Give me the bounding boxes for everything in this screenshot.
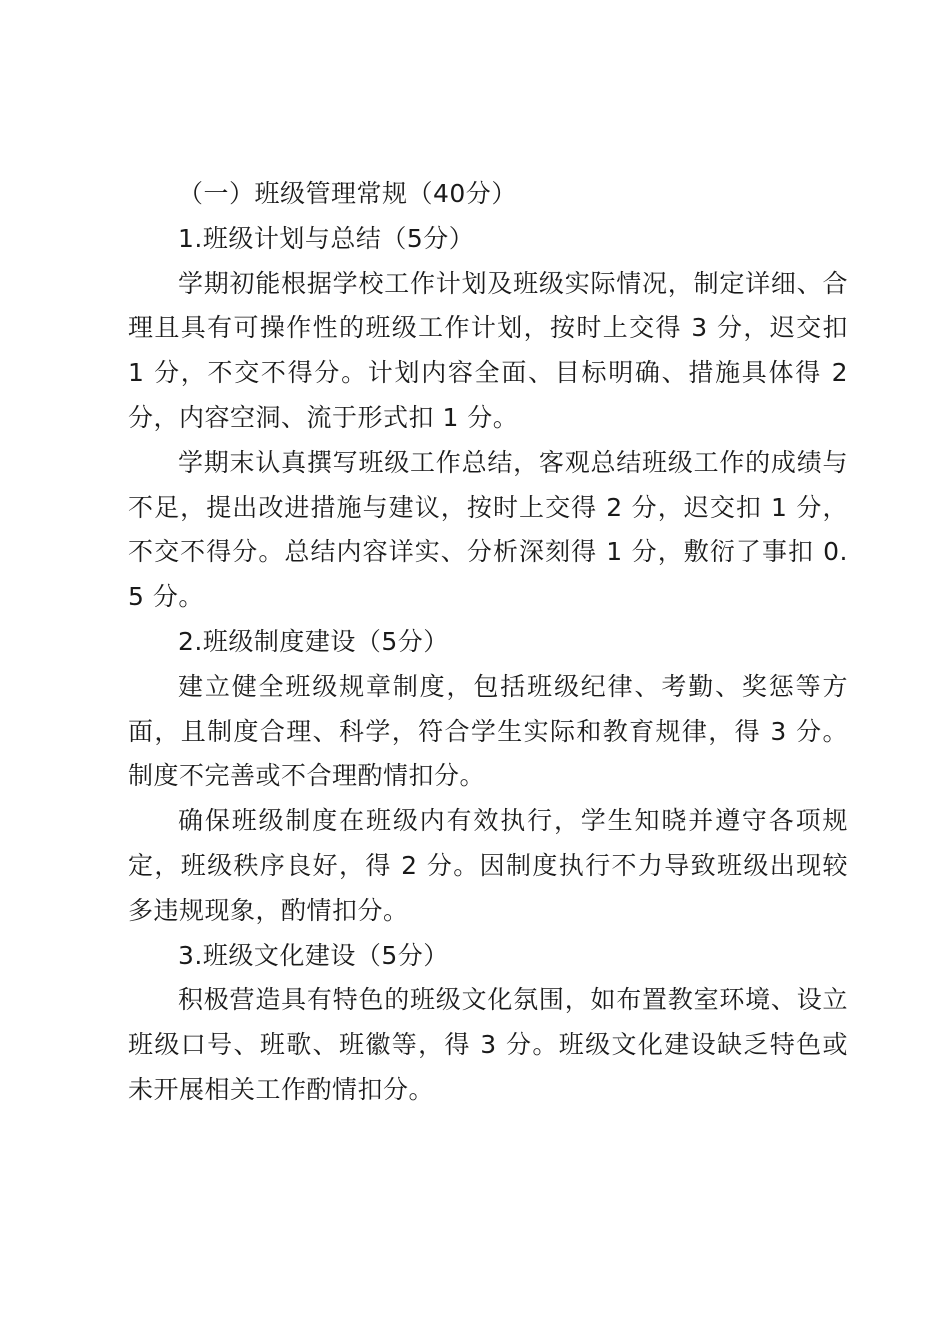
- item-heading-plan-summary: 1.班级计划与总结（5分）: [178, 223, 475, 253]
- paragraph-rules-execute: 确保班级制度在班级内有效执行，学生知晓并遵守各项规定，班级秩序良好，得 2 分。因制度执行不力导致班级出现较多违规现象，酌情扣分。: [128, 806, 848, 925]
- section-title: （一）班级管理常规（40分）: [178, 179, 517, 208]
- item-heading-rules: 2.班级制度建设（5分）: [178, 626, 449, 656]
- document-body: [128, 172, 848, 1113]
- paragraph-summary: 学期末认真撰写班级工作总结，客观总结班级工作的成绩与不足，提出改进措施与建议，按时上交得 2 分，迟交扣 1 分，不交不得分。总结内容详实、分析深刻得 1 分，敷衍了事扣 0.5 分。: [128, 447, 848, 612]
- paragraph-rules-establish: 建立健全班级规章制度，包括班级纪律、考勤、奖惩等方面，且制度合理、科学，符合学生实际和教育规律，得 3 分。制度不完善或不合理酌情扣分。: [128, 671, 848, 791]
- paragraph-plan: 学期初能根据学校工作计划及班级实际情况，制定详细、合理且具有可操作性的班级工作计划，按时上交得 3 分，迟交扣 1 分，不交不得分。计划内容全面、目标明确、措施具体得 2 分，内容空洞、流于形式扣 1 分。: [128, 268, 848, 432]
- paragraph-culture: 积极营造具有特色的班级文化氛围，如布置教室环境、设立班级口号、班歌、班徽等，得 3 分。班级文化建设缺乏特色或未开展相关工作酌情扣分。: [128, 985, 848, 1104]
- item-heading-culture: 3.班级文化建设（5分）: [178, 940, 449, 970]
